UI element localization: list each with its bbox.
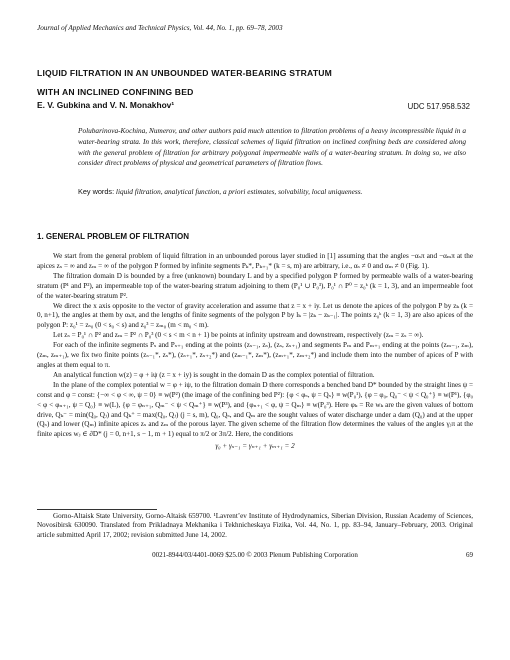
abstract: Polubarinova-Kochina, Numerov, and other authors paid much attention to filtration problems of a heavy incompressible liquid in a water-bearing strata. In this work, therefore, classical schemes of liquid filtration on inclined confining beds are considered along with the general problem of filtration for arbitrary polygonal impermeable walls of a water-bearing stratum. In doing so, we also consider direct problems of physical and geometrical parameters of filtration flows. (78, 126, 466, 168)
keywords-text: liquid filtration, analytical function, a priori estimates, solvability, local uniqueness. (115, 187, 363, 196)
authors: E. V. Gubkina and V. N. Monakhov¹ (37, 100, 175, 110)
paragraph: For each of the infinite segments Pₛ and Pₛ₊₁ ending at the points (zₛ₋₁, zₛ), (zₛ, zₛ₊₁) and segments Pₘ and Pₘ₊₁ ending at the points (zₘ₋₁, zₘ), (zₘ, zₘ₊₁), we fix two finite points (zₛ₋₁*, zₛ*), (zₛ₊₁*, zₛ₊₂*) and (zₘ₋₁*, zₘ*), (zₘ₊₁*, zₘ₊₂*) and include them into the number of apices of P with angles at them equal to π. (37, 341, 473, 369)
issn-line: 0021-8944/03/4401-0069 $25.00 © 2003 Plenum Publishing Corporation (152, 551, 358, 559)
keywords (78, 187, 466, 197)
page-footer (37, 551, 473, 559)
footnote-affiliations: Gorno-Altaisk State University, Gorno-Altaisk 659700. ¹Lavrent’ev Institute of Hydrodynamics, Siberian Division, Russian Academy of Sciences, Novosibirsk 630090. Translated from Prikladnaya Mekhanika i Tekhnicheskaya Fizika, Vol. 44, No. 1, pp. 83–94, January–February, 2003. Original article submitted April 17, 2002; revision submitted June 14, 2002. (37, 512, 473, 539)
udc-code: UDC 517.958.532 (407, 102, 470, 111)
title-line-2: WITH AN INCLINED CONFINING BED (37, 87, 194, 97)
paragraph: In the plane of the complex potential w = φ + iψ, to the filtration domain D there corresponds a benched band D* bounded by the straight lines ψ = const and φ = const: {−∞ < φ < ∞, ψ = 0} ≡ w(P²) (the image of the confining bed P²): {φ < φₛ, ψ = Qₛ} ≡ w(P₀¹), {φ = φ₀, Q₀⁻ < ψ < Q₀⁺} ≡ w(P¹), {φ₀ < φ < φₙ₊₁, ψ = Q₀} ≡ w(L), {φ = φₙ₊₁, Qₘ⁻ < ψ < Qₘ⁺} ≡ w(P³), and {φₙ₊₁ < φ, ψ = Qₘ} ≡ w(P₀³). Here φₖ = Re wₖ are the given values of bottom drive, Qₖ⁻ = min(Q₀, Qⱼ) and Qₖ⁺ = max(Q₀, Qⱼ) (j = s, m), Q₀, Qₛ, and Qₘ are the sought values of water discharge under a dam (Q₀) and at the upper (Qₛ) and lower (Qₘ) infinite apices zₛ and zₘ of the porous layer. The given scheme of the filtration flow determines the values of the angles γⱼπ at the finite apices wⱼ ∈ ∂D* (j = 0, n+1, s − 1, m + 1) equal to π/2 or 3π/2. Here, the conditions (37, 380, 473, 439)
page-number: 69 (466, 551, 473, 559)
section-heading: 1. GENERAL PROBLEM OF FILTRATION (37, 232, 189, 241)
journal-reference: Journal of Applied Mechanics and Technical Physics, Vol. 44, No. 1, pp. 69–78, 2003 (37, 24, 283, 32)
title-line-1: LIQUID FILTRATION IN AN UNBOUNDED WATER-BEARING STRATUM (37, 68, 333, 78)
article-title (37, 64, 332, 102)
body-text (37, 252, 473, 452)
footnote-rule (37, 509, 157, 510)
paragraph: We start from the general problem of liquid filtration in an unbounded porous layer studied in [1] assuming that the angles −αₛπ and −αₘπ at the apices zₛ = ∞ and zₘ = ∞ of the polygon P formed by infinite segments Pₖ*, Pₖ₊₁* (k = s, m) are arbitrary, i.e., αₛ ≠ 0 and αₘ ≠ 0 (Fig. 1). (37, 252, 473, 270)
paragraph: The filtration domain D is bounded by a free (unknown) boundary L and by a specified polygon P formed by permeable walls of a water-bearing stratum (P¹ and P²), an impermeable top of the water-bearing stratum adjoining to them (P₀¹ ∪ P₀³), P₀¹ ∩ P⁰ = z₀ᵏ (k = 1, 3), and an impermeable foot of the water-bearing stratum P². (37, 271, 473, 300)
keywords-label: Key words: (78, 187, 115, 196)
paragraph: Let zₛ = P₀¹ ∩ P² and zₘ = P² ∩ P₀³ (0 < s < m < n + 1) be points at infinity upstream and downstream, respectively (zₘ = zₛ = ∞). (53, 331, 424, 340)
paragraph: An analytical function w(z) = φ + iψ (z = x + iy) is sought in the domain D as the complex potential of filtration. (53, 370, 375, 379)
paragraph: We direct the x axis opposite to the vector of gravity acceleration and assume that z = x + iy. Let us denote the apices of the polygon P by zₖ (k = 0, n+1), the angles at them by αₖπ, and the lengths of finite segments of the polygon P by lₖ = |zₖ − zₖ₋₁|. The points z₀ᵏ (k = 1, 3) are also apices of the polygon P: z₀¹ = zₛ₀ (0 < s₀ < s) and z₀³ = zₘ₀ (m < m₀ < m). (37, 301, 473, 330)
equation: γ₀ + γₛ₋₁ = γₙ₊₁ + γₘ₊₁ = 2 (215, 442, 295, 451)
